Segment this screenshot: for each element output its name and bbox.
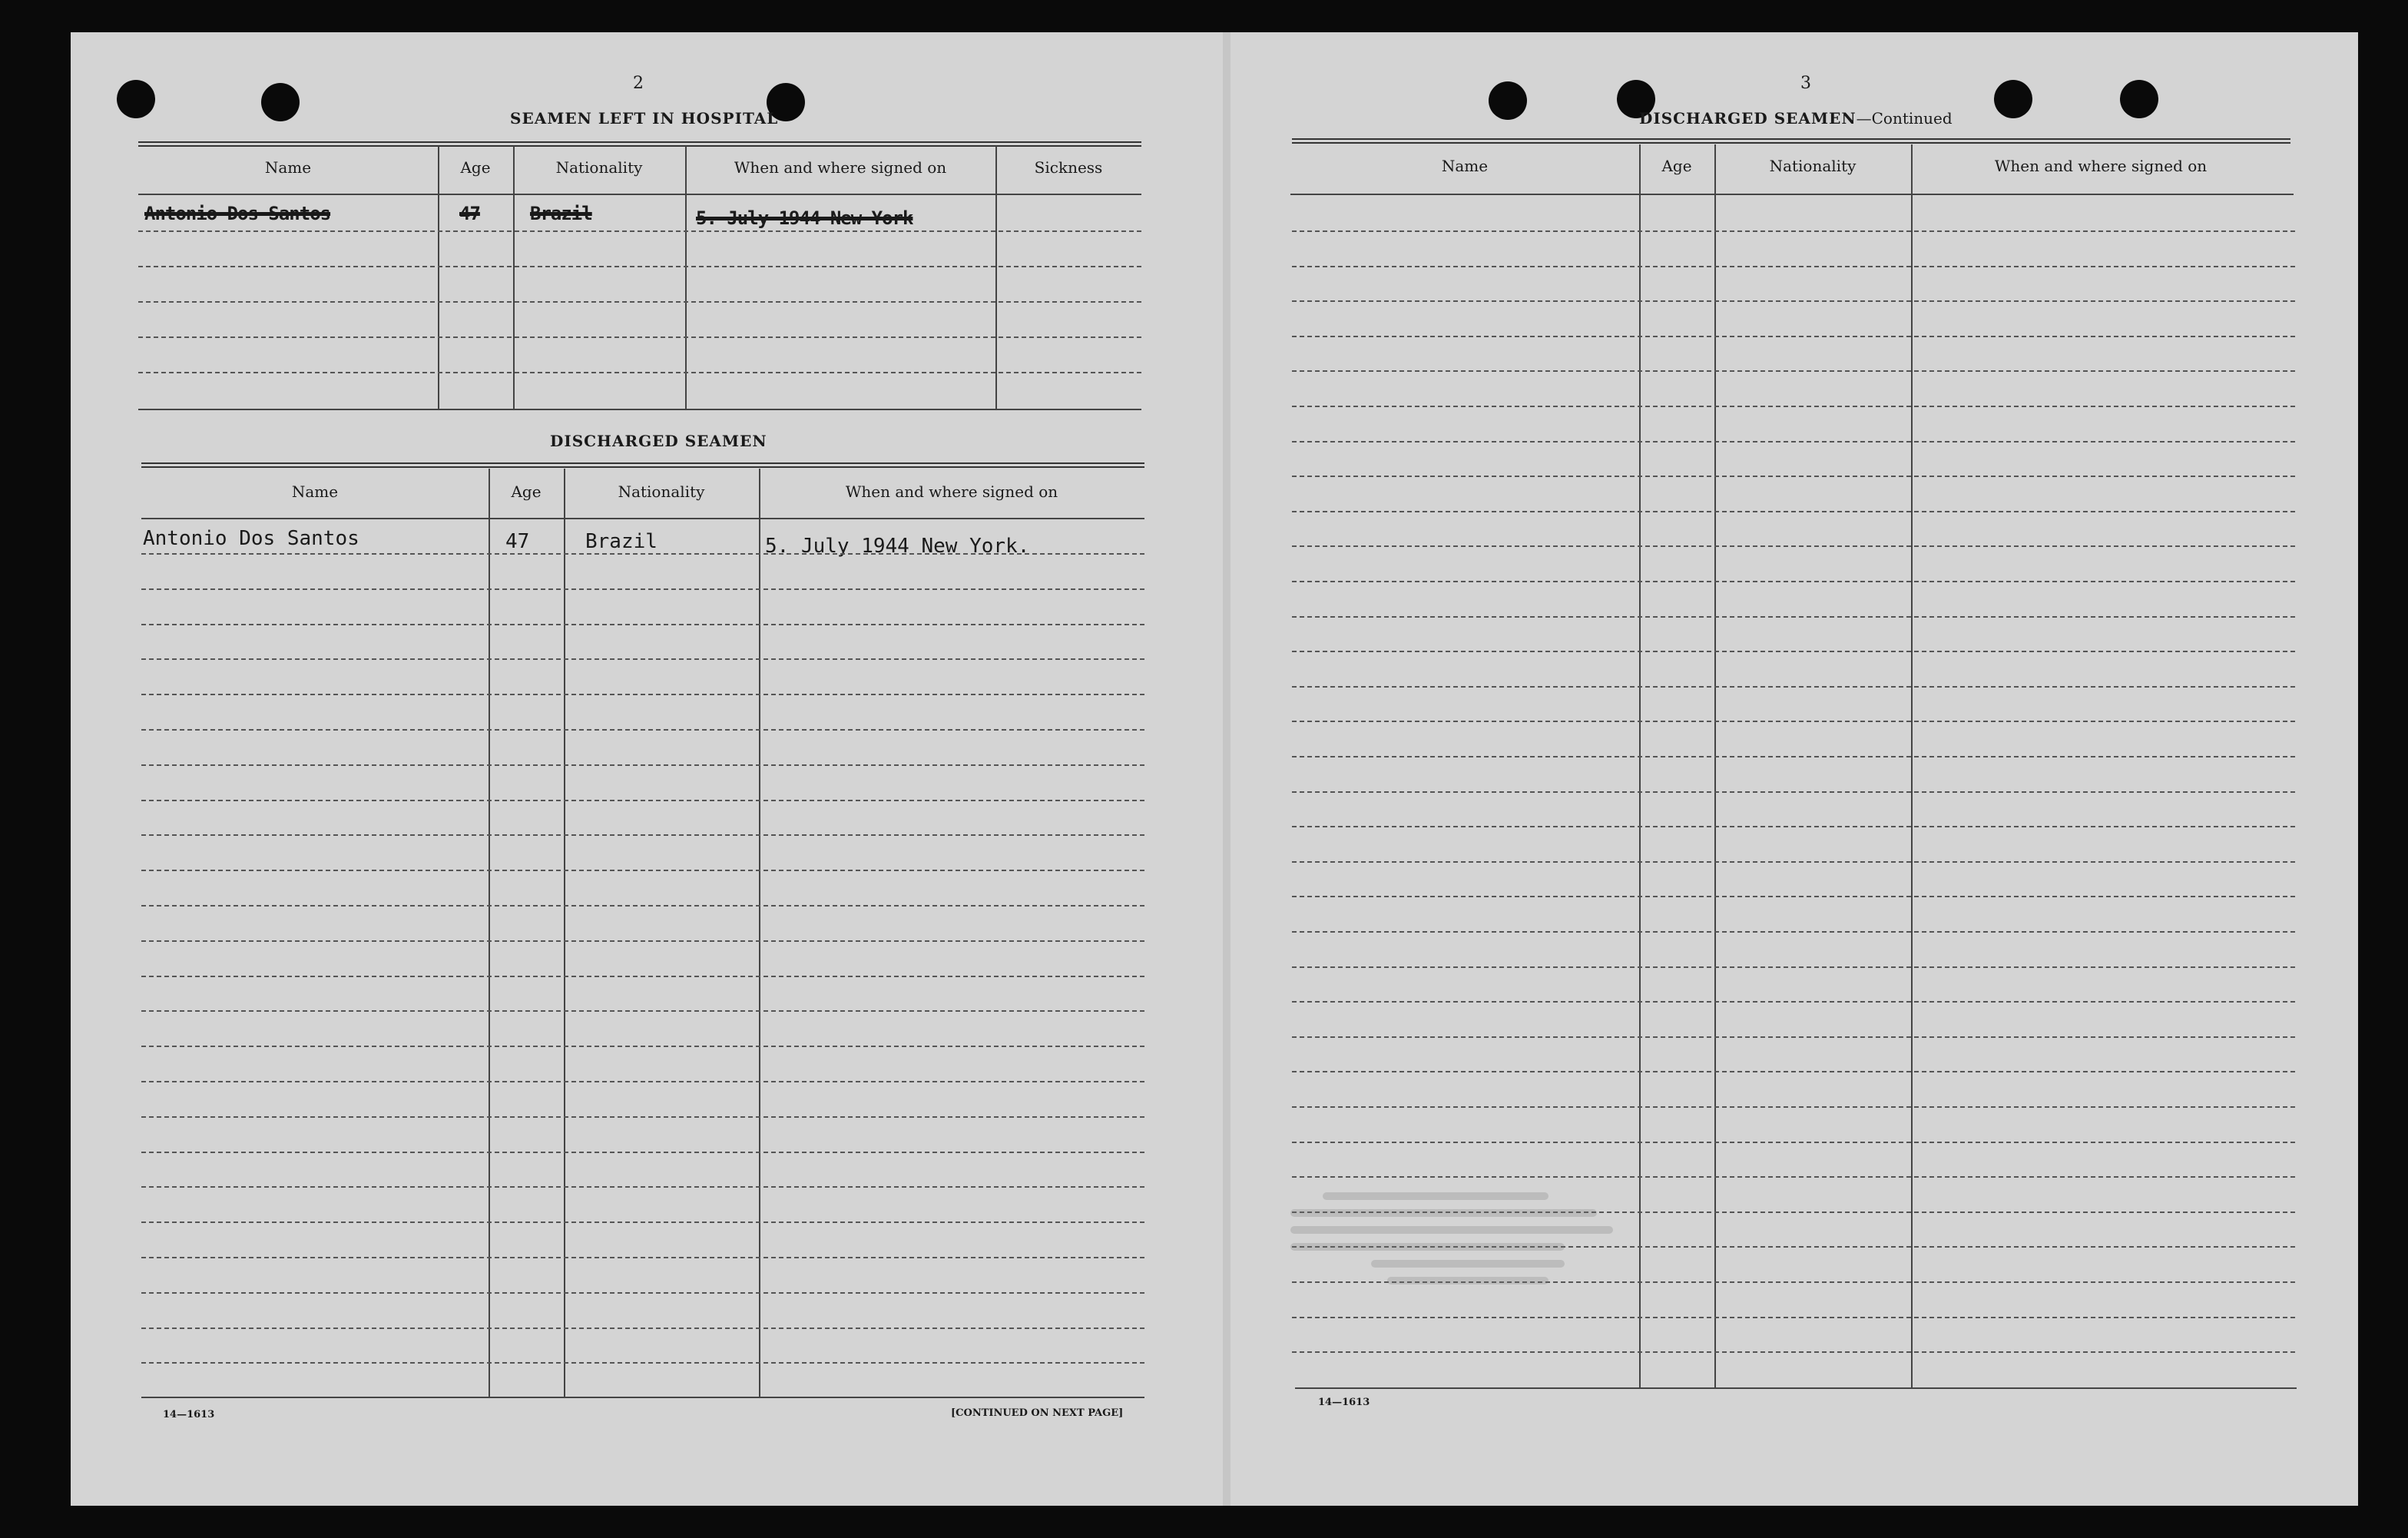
row-line bbox=[141, 1081, 1144, 1082]
header-underline bbox=[1290, 194, 2294, 195]
discharged-age: 47 bbox=[505, 530, 530, 553]
row-line bbox=[1292, 1036, 2295, 1038]
row-line bbox=[1292, 441, 2295, 443]
header-underline bbox=[138, 194, 1141, 195]
col-header-nationality: Nationality bbox=[555, 158, 643, 177]
row-line bbox=[141, 870, 1144, 871]
column-divider bbox=[1911, 144, 1913, 1387]
struck-nationality: Brazil bbox=[530, 203, 592, 224]
row-line bbox=[141, 1257, 1144, 1258]
row-line bbox=[141, 1010, 1144, 1012]
row-line bbox=[141, 694, 1144, 695]
row-line bbox=[1292, 1106, 2295, 1108]
row-line bbox=[141, 1328, 1144, 1329]
column-divider bbox=[1714, 144, 1716, 1387]
discharged-section-title: DISCHARGED SEAMEN bbox=[550, 432, 767, 450]
title-suffix: —Continued bbox=[1856, 109, 1953, 128]
row-line bbox=[1292, 616, 2295, 618]
discharged-signed-on: 5. July 1944 New York. bbox=[765, 535, 1030, 558]
col-header-signed-on: When and where signed on bbox=[845, 482, 1058, 501]
title-text: DISCHARGED SEAMEN bbox=[1639, 109, 1857, 128]
col-header-name: Name bbox=[264, 158, 312, 177]
row-line bbox=[1292, 230, 2295, 232]
row-line bbox=[141, 1116, 1144, 1118]
col-header-signed-on: When and where signed on bbox=[734, 158, 947, 177]
row-line bbox=[1292, 931, 2295, 933]
row-line bbox=[1292, 721, 2295, 722]
page-number: 2 bbox=[633, 74, 644, 93]
col-header-name: Name bbox=[1441, 157, 1489, 175]
header-underline bbox=[141, 518, 1144, 519]
row-line bbox=[1292, 791, 2295, 793]
row-line bbox=[1292, 1071, 2295, 1072]
continued-note: [CONTINUED ON NEXT PAGE] bbox=[951, 1407, 1124, 1419]
row-line bbox=[1292, 370, 2295, 372]
page-number: 3 bbox=[1800, 74, 1811, 93]
row-line bbox=[1292, 511, 2295, 512]
row-line bbox=[141, 1046, 1144, 1047]
row-line bbox=[1292, 1142, 2295, 1143]
form-number: 14—1613 bbox=[1318, 1397, 1370, 1408]
row-line bbox=[1292, 651, 2295, 652]
row-line bbox=[141, 834, 1144, 836]
punch-hole bbox=[117, 80, 155, 118]
row-line bbox=[1292, 476, 2295, 477]
table-bottom-rule bbox=[1295, 1387, 2297, 1389]
column-divider bbox=[995, 146, 997, 409]
row-line bbox=[141, 764, 1144, 766]
row-line bbox=[1292, 756, 2295, 757]
punch-hole bbox=[1489, 81, 1527, 120]
row-line bbox=[141, 800, 1144, 801]
row-line bbox=[1292, 1001, 2295, 1003]
col-header-signed-on: When and where signed on bbox=[1994, 157, 2208, 175]
column-divider bbox=[1639, 144, 1641, 1387]
row-line bbox=[1292, 826, 2295, 827]
discharged-name: Antonio Dos Santos bbox=[143, 527, 359, 550]
table-bottom-rule bbox=[141, 1397, 1144, 1398]
row-line bbox=[141, 624, 1144, 625]
row-line bbox=[141, 976, 1144, 977]
row-line bbox=[141, 553, 1144, 555]
row-line bbox=[141, 1221, 1144, 1223]
column-divider bbox=[513, 146, 515, 409]
header-rule bbox=[1292, 138, 2290, 144]
punch-hole bbox=[2120, 80, 2158, 118]
col-header-nationality: Nationality bbox=[618, 482, 705, 501]
discharged-continued-title bbox=[1639, 109, 1953, 128]
faded-stamp-impression bbox=[1290, 1183, 1613, 1352]
row-line bbox=[1292, 266, 2295, 267]
discharged-nationality: Brazil bbox=[585, 530, 657, 553]
form-number: 14—1613 bbox=[163, 1409, 215, 1420]
row-line bbox=[1292, 300, 2295, 302]
struck-signed-on: 5. July 1944 New York bbox=[696, 207, 913, 229]
row-line bbox=[141, 940, 1144, 942]
row-line bbox=[1292, 686, 2295, 688]
col-header-nationality: Nationality bbox=[1769, 157, 1857, 175]
row-line bbox=[138, 336, 1141, 338]
header-rule bbox=[141, 462, 1144, 468]
row-line bbox=[141, 1186, 1144, 1188]
col-header-age: Age bbox=[1661, 157, 1692, 175]
row-line bbox=[1292, 1176, 2295, 1178]
page-spine bbox=[1223, 32, 1230, 1506]
row-line bbox=[138, 266, 1141, 267]
row-line bbox=[141, 1362, 1144, 1364]
row-line bbox=[141, 588, 1144, 590]
row-line bbox=[1292, 545, 2295, 547]
row-line bbox=[1292, 581, 2295, 582]
row-line bbox=[1292, 861, 2295, 863]
row-line bbox=[141, 1292, 1144, 1294]
col-header-sickness: Sickness bbox=[1034, 158, 1103, 177]
row-line bbox=[141, 658, 1144, 660]
punch-hole bbox=[261, 83, 300, 121]
column-divider bbox=[438, 146, 439, 409]
col-header-age: Age bbox=[511, 482, 542, 501]
row-line bbox=[138, 230, 1141, 232]
row-line bbox=[138, 301, 1141, 303]
row-line bbox=[141, 1152, 1144, 1153]
hospital-section-title: SEAMEN LEFT IN HOSPITAL bbox=[510, 109, 779, 128]
table-bottom-rule bbox=[138, 409, 1141, 410]
col-header-age: Age bbox=[460, 158, 491, 177]
row-line bbox=[141, 905, 1144, 907]
row-line bbox=[141, 729, 1144, 731]
row-line bbox=[1292, 966, 2295, 968]
col-header-name: Name bbox=[291, 482, 339, 501]
row-line bbox=[1292, 896, 2295, 897]
header-rule bbox=[138, 141, 1141, 147]
struck-name: Antonio Dos Santos bbox=[144, 203, 331, 224]
row-line bbox=[1292, 406, 2295, 407]
struck-age: 47 bbox=[459, 203, 480, 224]
column-divider bbox=[685, 146, 687, 409]
punch-hole bbox=[1994, 80, 2032, 118]
row-line bbox=[138, 372, 1141, 373]
left-page bbox=[71, 32, 1226, 1506]
row-line bbox=[1292, 336, 2295, 337]
